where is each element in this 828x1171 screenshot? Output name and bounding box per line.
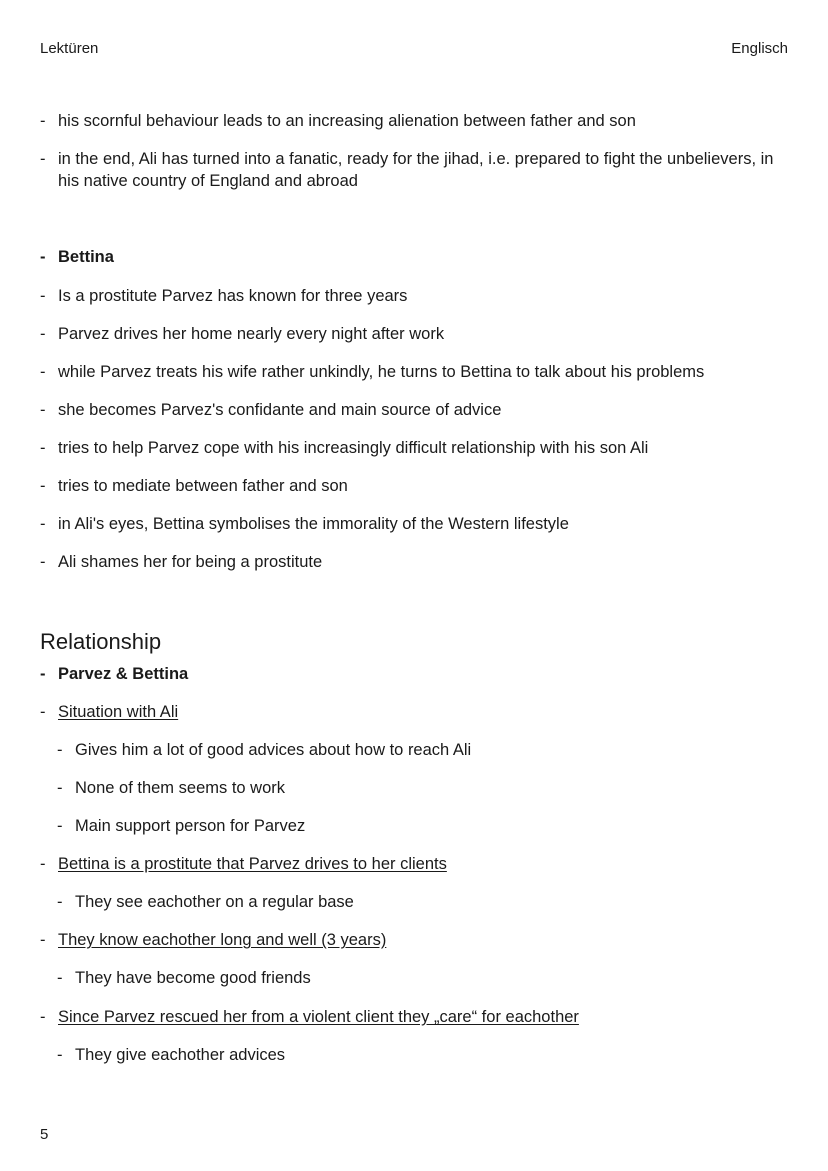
bullet-dash: - xyxy=(57,817,63,835)
sub-list-item xyxy=(57,739,788,761)
bullet-dash: - xyxy=(40,931,46,949)
bullet-dash: - xyxy=(40,248,46,266)
bullet-dash: - xyxy=(57,779,63,797)
bullet-dash: - xyxy=(40,1008,46,1026)
bullet-dash: - xyxy=(40,325,46,343)
list-item xyxy=(40,701,788,723)
bullet-dash: - xyxy=(57,741,63,759)
page-number: 5 xyxy=(40,1126,49,1143)
list-item-text: Situation with Ali xyxy=(58,703,179,721)
list-item xyxy=(40,323,788,345)
list-item-text: Parvez drives her home nearly every night after work xyxy=(58,325,445,343)
list-item-text: They have become good friends xyxy=(75,969,311,987)
bullet-dash: - xyxy=(40,855,46,873)
relationship-subheading xyxy=(40,663,788,685)
bullet-dash: - xyxy=(40,112,46,130)
list-item xyxy=(40,399,788,421)
section-title: Relationship xyxy=(40,629,162,654)
bettina-heading-text: Bettina xyxy=(58,248,114,266)
bullet-dash: - xyxy=(40,363,46,381)
list-item xyxy=(40,361,788,383)
bullet-dash: - xyxy=(40,515,46,533)
list-item-text: Since Parvez rescued her from a violent client they „care“ for eachother xyxy=(58,1008,579,1026)
header-subject-right: Englisch xyxy=(731,40,788,57)
list-item xyxy=(40,475,788,497)
sub-list-item xyxy=(57,1044,788,1066)
bullet-dash: - xyxy=(40,477,46,495)
list-item-text: They know eachother long and well (3 years) xyxy=(58,931,387,949)
bullet-dash: - xyxy=(40,703,46,721)
list-item-text: while Parvez treats his wife rather unkindly, he turns to Bettina to talk about his problems xyxy=(58,363,705,381)
sub-list-item xyxy=(57,891,788,913)
bullet-dash: - xyxy=(40,401,46,419)
list-item-text: Is a prostitute Parvez has known for three years xyxy=(58,287,408,305)
list-item xyxy=(40,551,788,573)
list-item-text: Main support person for Parvez xyxy=(75,817,306,835)
bullet-dash: - xyxy=(57,1046,63,1064)
list-item-text: tries to mediate between father and son xyxy=(58,477,348,495)
list-item-text: his scornful behaviour leads to an increasing alienation between father and son xyxy=(58,112,636,130)
sub-list-item xyxy=(57,967,788,989)
bullet-dash: - xyxy=(40,665,46,683)
bullet-dash: - xyxy=(57,893,63,911)
bettina-heading xyxy=(40,246,788,268)
bullet-dash: - xyxy=(57,969,63,987)
list-item xyxy=(40,285,788,307)
list-item xyxy=(40,148,788,192)
relationship-subheading-text: Parvez & Bettina xyxy=(58,665,189,683)
bullet-dash: - xyxy=(40,287,46,305)
bullet-dash: - xyxy=(40,439,46,457)
list-item-text: They see eachother on a regular base xyxy=(75,893,354,911)
list-item-text: Bettina is a prostitute that Parvez drives to her clients xyxy=(58,855,447,873)
list-item-text: They give eachother advices xyxy=(75,1046,286,1064)
list-item-text: she becomes Parvez's confidante and main source of advice xyxy=(58,401,502,419)
list-item-text: in the end, Ali has turned into a fanatic, ready for the jihad, i.e. prepared to fight the unbelievers, in his native country of England and abroad xyxy=(58,150,774,190)
bullet-dash: - xyxy=(40,553,46,571)
bullet-dash: - xyxy=(40,150,46,168)
list-item xyxy=(40,1006,788,1028)
sub-list-item xyxy=(57,777,788,799)
list-item xyxy=(40,929,788,951)
list-item-text: in Ali's eyes, Bettina symbolises the immorality of the Western lifestyle xyxy=(58,515,569,533)
list-item-text: None of them seems to work xyxy=(75,779,286,797)
sub-list-item xyxy=(57,815,788,837)
list-item xyxy=(40,110,788,132)
list-item-text: Gives him a lot of good advices about how to reach Ali xyxy=(75,741,472,759)
list-item-text: Ali shames her for being a prostitute xyxy=(58,553,323,571)
list-item xyxy=(40,853,788,875)
list-item xyxy=(40,437,788,459)
list-item xyxy=(40,513,788,535)
header-subject-left: Lektüren xyxy=(40,40,99,57)
list-item-text: tries to help Parvez cope with his increasingly difficult relationship with his son Ali xyxy=(58,439,649,457)
